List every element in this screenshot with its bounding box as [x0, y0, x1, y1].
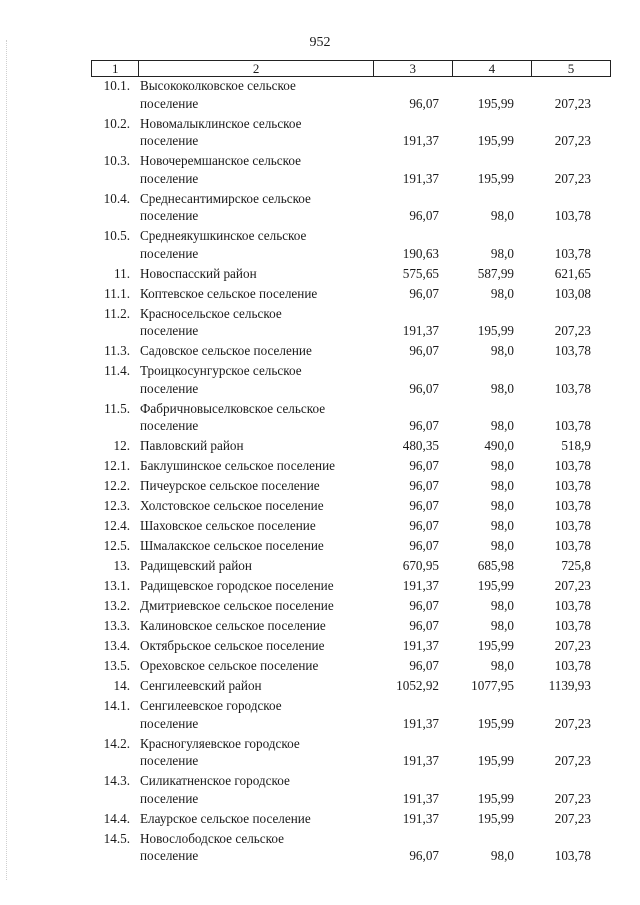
table-row — [91, 400, 611, 435]
row-value-col4: 195,99 — [477, 638, 514, 653]
row-number: 12.1. — [103, 458, 130, 473]
row-number: 11.3. — [104, 343, 130, 358]
row-value-col4: 685,98 — [477, 558, 514, 573]
table-row — [91, 697, 611, 732]
table-row — [91, 735, 611, 770]
data-table — [91, 60, 611, 867]
row-number: 11. — [114, 265, 130, 281]
row-name: Октябрьское сельское поселение — [140, 638, 325, 653]
row-value-col5: 207,23 — [554, 638, 591, 653]
row-number: 13.5. — [103, 658, 130, 673]
row-value-col3: 96,07 — [409, 538, 439, 553]
row-number: 11.2. — [104, 305, 130, 321]
row-number: 13.1. — [103, 578, 130, 593]
row-value-col5: 103,78 — [554, 208, 591, 223]
table-row — [91, 227, 611, 262]
row-value-col4: 98,0 — [490, 418, 514, 433]
row-value-col4: 490,0 — [484, 438, 514, 453]
table-row — [91, 362, 611, 397]
row-number: 13.2. — [103, 598, 130, 613]
row-number: 14. — [113, 678, 130, 693]
row-value-col5: 207,23 — [554, 790, 591, 806]
row-number: 12.4. — [103, 518, 130, 533]
row-value-col4: 195,99 — [477, 578, 514, 593]
row-number: 12.2. — [103, 478, 130, 493]
row-value-col5: 103,78 — [554, 245, 591, 261]
row-value-col3: 191,37 — [402, 715, 439, 731]
row-value-col4: 98,0 — [490, 208, 514, 223]
row-number: 10.2. — [103, 115, 130, 131]
row-value-col3: 96,07 — [409, 598, 439, 613]
row-value-col3: 670,95 — [402, 558, 439, 573]
row-number: 10.1. — [103, 78, 130, 93]
row-name: Павловский район — [140, 438, 244, 453]
table-row — [91, 305, 611, 340]
row-name: Среднесантимирское сельское поселение — [140, 190, 311, 223]
row-name: Калиновское сельское поселение — [140, 618, 326, 633]
row-value-col5: 207,23 — [554, 578, 591, 593]
row-number: 14.3. — [103, 773, 130, 788]
row-value-col3: 575,65 — [402, 265, 439, 281]
row-value-col4: 98,0 — [490, 285, 514, 301]
row-number: 12.3. — [103, 498, 130, 513]
row-number: 12.5. — [103, 538, 130, 553]
row-value-col3: 191,37 — [402, 578, 439, 593]
row-value-col3: 480,35 — [402, 438, 439, 453]
header-col-5: 5 — [567, 61, 575, 76]
row-value-col3: 191,37 — [402, 133, 439, 148]
row-value-col3: 96,07 — [409, 285, 439, 301]
table-row — [91, 677, 611, 695]
row-value-col5: 518,9 — [561, 438, 591, 453]
row-number: 13.3. — [103, 618, 130, 633]
row-name: Елаурское сельское поселение — [140, 810, 311, 826]
row-value-col3: 96,07 — [409, 618, 439, 633]
row-name: Радищевское городское поселение — [140, 578, 334, 593]
row-value-col4: 98,0 — [490, 380, 514, 396]
row-value-col4: 195,99 — [477, 790, 514, 806]
row-value-col5: 103,78 — [554, 418, 591, 433]
row-value-col5: 103,78 — [554, 518, 591, 533]
row-name: Ореховское сельское поселение — [140, 658, 319, 673]
row-value-col5: 725,8 — [561, 558, 591, 573]
row-name: Шмалакское сельское поселение — [140, 538, 324, 553]
row-number: 13. — [113, 558, 130, 573]
row-value-col4: 195,99 — [477, 133, 514, 148]
table-row — [91, 577, 611, 595]
row-name: Среднеякушкинское сельское поселение — [140, 228, 307, 261]
table-body — [91, 77, 611, 865]
row-number: 10.4. — [103, 190, 130, 206]
row-value-col5: 207,23 — [554, 170, 591, 186]
row-value-col4: 587,99 — [477, 265, 514, 281]
table-row — [91, 810, 611, 828]
row-number: 14.4. — [103, 810, 130, 826]
row-number: 13.4. — [103, 638, 130, 653]
row-value-col3: 96,07 — [409, 848, 439, 863]
row-value-col5: 207,23 — [554, 133, 591, 148]
row-value-col3: 96,07 — [409, 658, 439, 673]
scan-edge — [6, 40, 8, 880]
row-name: Фабричновыселковское сельское поселение — [140, 400, 326, 433]
row-number: 11.1. — [104, 285, 130, 301]
row-name: Сенгилеевский район — [140, 678, 262, 693]
row-value-col4: 98,0 — [490, 478, 514, 493]
row-value-col4: 195,99 — [477, 715, 514, 731]
row-name: Шаховское сельское поселение — [140, 518, 316, 533]
row-value-col4: 98,0 — [490, 518, 514, 533]
header-col-3: 3 — [374, 61, 453, 76]
row-number: 14.2. — [103, 735, 130, 751]
row-number: 11.4. — [104, 363, 130, 378]
row-value-col5: 103,78 — [554, 658, 591, 673]
row-number: 11.5. — [104, 400, 130, 416]
row-name: Троицкосунгурское сельское поселение — [140, 363, 302, 396]
row-value-col4: 195,99 — [477, 170, 514, 186]
row-name: Красносельское сельское поселение — [140, 305, 282, 338]
row-name: Красногуляевское городское поселение — [140, 735, 300, 768]
row-value-col4: 98,0 — [490, 458, 514, 473]
row-value-col3: 96,07 — [409, 208, 439, 223]
row-value-col5: 103,08 — [554, 285, 591, 301]
row-name: Холстовское сельское поселение — [140, 498, 324, 513]
row-name: Новослободское сельское поселение — [140, 830, 284, 863]
row-value-col3: 191,37 — [402, 638, 439, 653]
row-value-col5: 207,23 — [554, 95, 591, 111]
row-value-col5: 207,23 — [554, 753, 591, 768]
row-name: Пичеурское сельское поселение — [140, 478, 320, 493]
row-value-col3: 191,37 — [402, 753, 439, 768]
table-row — [91, 437, 611, 455]
table-row — [91, 342, 611, 360]
row-name: Радищевский район — [140, 558, 252, 573]
row-value-col3: 96,07 — [409, 518, 439, 533]
row-value-col3: 96,07 — [409, 418, 439, 433]
table-row — [91, 265, 611, 283]
row-value-col5: 621,65 — [554, 265, 591, 281]
row-value-col5: 103,78 — [554, 343, 591, 358]
table-row — [91, 637, 611, 655]
row-number: 14.1. — [103, 698, 130, 713]
row-value-col5: 103,78 — [554, 458, 591, 473]
row-value-col5: 103,78 — [554, 478, 591, 493]
table-row — [91, 285, 611, 303]
table-row — [91, 190, 611, 225]
row-value-col4: 98,0 — [490, 498, 514, 513]
row-value-col4: 195,99 — [477, 323, 514, 338]
row-name: Новоспасский район — [140, 265, 257, 281]
row-number: 10.3. — [103, 153, 130, 168]
row-value-col5: 103,78 — [554, 380, 591, 396]
table-row — [91, 457, 611, 475]
row-name: Высококолковское сельское поселение — [140, 78, 296, 111]
row-value-col4: 98,0 — [490, 245, 514, 261]
row-value-col3: 96,07 — [409, 478, 439, 493]
table-row — [91, 152, 611, 187]
row-number: 12. — [113, 438, 130, 453]
table-row — [91, 772, 611, 807]
page-number: 952 — [309, 35, 331, 50]
row-name: Баклушинское сельское поселение — [140, 458, 335, 473]
row-value-col3: 96,07 — [409, 498, 439, 513]
row-value-col5: 103,78 — [554, 618, 591, 633]
row-value-col3: 191,37 — [402, 170, 439, 186]
row-value-col3: 1052,92 — [396, 678, 439, 693]
row-name: Дмитриевское сельское поселение — [140, 598, 334, 613]
row-value-col4: 98,0 — [490, 848, 514, 863]
table-row — [91, 537, 611, 555]
row-value-col4: 98,0 — [490, 343, 514, 358]
table-row — [91, 115, 611, 150]
row-number: 14.5. — [103, 830, 130, 846]
table-row — [91, 557, 611, 575]
table-row — [91, 77, 611, 112]
row-name: Новочеремшанское сельское поселение — [140, 153, 302, 186]
row-value-col4: 98,0 — [490, 618, 514, 633]
row-value-col3: 191,37 — [402, 790, 439, 806]
header-col-2: 2 — [139, 61, 373, 76]
table-row — [91, 617, 611, 635]
table-row — [91, 657, 611, 675]
row-value-col5: 103,78 — [554, 538, 591, 553]
row-number: 10.5. — [103, 228, 130, 243]
table-row — [91, 477, 611, 495]
row-value-col3: 96,07 — [409, 380, 439, 396]
row-value-col4: 98,0 — [490, 658, 514, 673]
row-name: Новомалыклинское сельское поселение — [140, 115, 302, 148]
row-value-col4: 195,99 — [477, 95, 514, 111]
table-row — [91, 597, 611, 615]
row-value-col4: 195,99 — [477, 753, 514, 768]
row-value-col3: 96,07 — [409, 95, 439, 111]
row-value-col3: 191,37 — [402, 323, 439, 338]
row-value-col5: 207,23 — [554, 810, 591, 826]
row-value-col3: 190,63 — [402, 245, 439, 261]
row-value-col4: 98,0 — [490, 538, 514, 553]
table-row — [91, 497, 611, 515]
header-col-4: 4 — [453, 61, 532, 76]
row-value-col5: 207,23 — [554, 715, 591, 731]
row-name: Садовское сельское поселение — [140, 343, 312, 358]
row-value-col5: 103,78 — [554, 598, 591, 613]
row-value-col5: 103,78 — [554, 848, 591, 863]
row-value-col4: 195,99 — [477, 810, 514, 826]
row-value-col5: 1139,93 — [548, 678, 591, 693]
table-header — [91, 60, 611, 77]
row-value-col3: 96,07 — [409, 343, 439, 358]
row-name: Сенгилеевское городское поселение — [140, 698, 282, 731]
row-value-col5: 207,23 — [554, 323, 591, 338]
row-name: Силикатненское городское поселение — [140, 773, 290, 806]
row-value-col4: 1077,95 — [471, 678, 514, 693]
header-col-1: 1 — [92, 61, 139, 76]
row-value-col4: 98,0 — [490, 598, 514, 613]
row-name: Коптевское сельское поселение — [140, 285, 318, 301]
row-value-col5: 103,78 — [554, 498, 591, 513]
row-value-col3: 191,37 — [402, 810, 439, 826]
table-row — [91, 517, 611, 535]
row-value-col3: 96,07 — [409, 458, 439, 473]
table-row — [91, 830, 611, 865]
